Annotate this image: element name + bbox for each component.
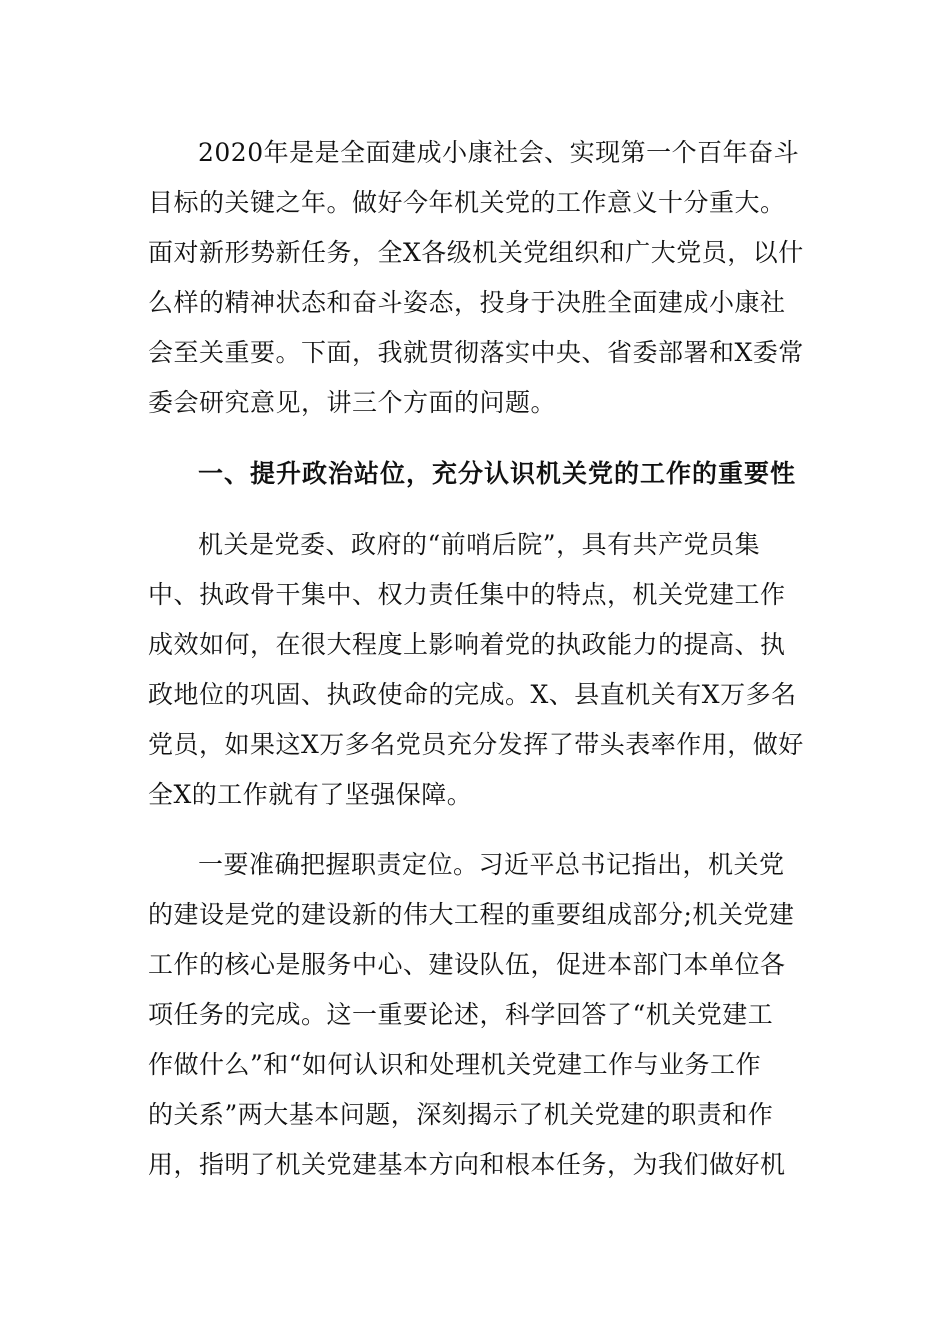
heading-text: 一、提升政治站位，充分认识机关党的工作的重要性	[198, 459, 797, 488]
paragraph-line: 的建设是党的建设新的伟大工程的重要组成部分;机关党建	[148, 900, 795, 929]
paragraph-3	[148, 840, 808, 1190]
paragraph-line: 成效如何，在很大程度上影响着党的执政能力的提高、执	[148, 630, 786, 659]
paragraph-line: 的关系”两大基本问题，深刻揭示了机关党建的职责和作	[148, 1100, 774, 1129]
paragraph-line: 党员，如果这X万多名党员充分发挥了带头表率作用，做好	[148, 730, 804, 759]
paragraph-line: 么样的精神状态和奋斗姿态，投身于决胜全面建成小康社	[148, 288, 786, 317]
paragraph-line: 会至关重要。下面，我就贯彻落实中央、省委部署和X委常	[148, 338, 804, 367]
paragraph-1	[148, 128, 808, 428]
paragraph-line: 工作的核心是服务中心、建设队伍，促进本部门本单位各	[148, 950, 786, 979]
paragraph-line: 机关是党委、政府的“前哨后院”，具有共产党员集	[198, 530, 761, 559]
paragraph-line: 作做什么”和“如何认识和处理机关党建工作与业务工作	[148, 1050, 762, 1079]
paragraph-line: 面对新形势新任务，全X各级机关党组织和广大党员，以什	[148, 238, 804, 267]
paragraph-line: 一要准确把握职责定位。习近平总书记指出，机关党	[198, 850, 785, 879]
paragraph-line: 委会研究意见，讲三个方面的问题。	[148, 388, 557, 417]
paragraph-2	[148, 520, 808, 820]
paragraph-line: 2020年是是全面建成小康社会、实现第一个百年奋斗	[198, 138, 800, 167]
paragraph-line: 全X的工作就有了坚强保障。	[148, 780, 473, 809]
paragraph-line: 目标的关键之年。做好今年机关党的工作意义十分重大。	[148, 188, 786, 217]
paragraph-line: 中、执政骨干集中、权力责任集中的特点，机关党建工作	[148, 580, 786, 609]
paragraph-line: 政地位的巩固、执政使命的完成。X、县直机关有X万多名	[148, 680, 797, 709]
paragraph-line: 项任务的完成。这一重要论述，科学回答了“机关党建工	[148, 1000, 774, 1029]
section-heading	[148, 449, 808, 499]
paragraph-line: 用，指明了机关党建基本方向和根本任务，为我们做好机	[148, 1150, 786, 1179]
